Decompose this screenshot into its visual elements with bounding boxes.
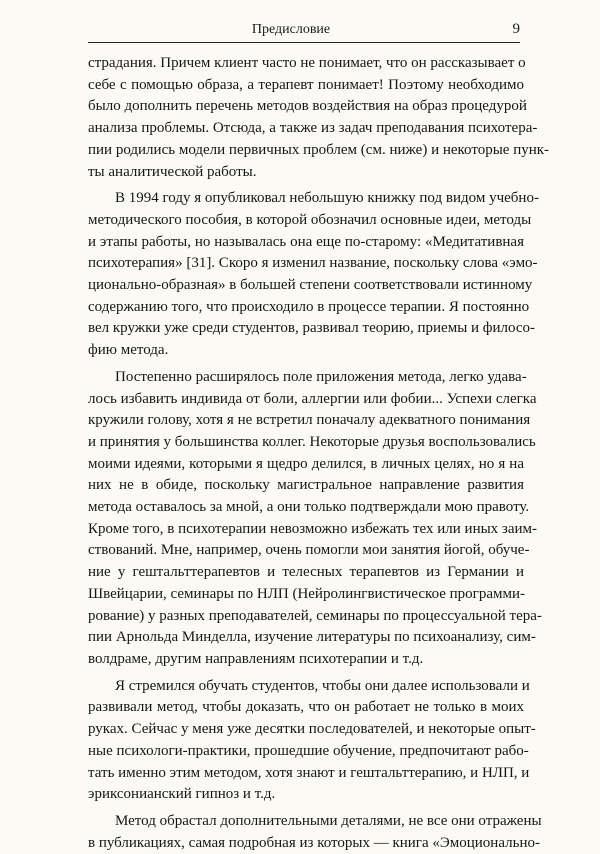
text-line: пии родились модели первичных проблем (см. ниже) и некоторые пунк-: [88, 141, 550, 158]
text-line: ствований. Мне, например, очень помогли мои занятия йогой, обуче-: [88, 542, 530, 559]
text-line: Метод обрастал дополнительными деталями, не все они отражены: [115, 812, 542, 829]
text-line: руках. Сейчас у меня уже десятки последователей, и некоторые опыт-: [88, 721, 536, 738]
header-rule: [88, 42, 520, 43]
text-line: тать именно этим методом, хотя знают и гештальттерапию, и НЛП, и: [88, 764, 530, 781]
text-line: вел кружки уже среди студентов, развивал теорию, приемы и филосо-: [88, 320, 536, 337]
text-line: развивали метод, чтобы доказать, что он работает не только в моих: [88, 699, 524, 716]
text-line: Я стремился обучать студентов, чтобы они далее использовали и: [115, 677, 530, 694]
running-head-title: Предисловие: [251, 22, 331, 37]
text-line: Швейцарии, семинары по НЛП (Нейролингвистическое программи-: [88, 585, 525, 602]
text-line: ты аналитической работы.: [88, 163, 257, 180]
text-line: методического пособия, в которой обозначил основные идеи, методы: [88, 211, 532, 228]
text-line: анализа проблемы. Отсюда, а также из задач преподавания психотера-: [88, 120, 538, 137]
text-line: и принятия у большинства коллег. Некоторые друзья воспользовались: [88, 433, 536, 450]
page-number: 9: [512, 21, 520, 37]
text-line: лось избавить индивида от боли, аллергии или фобии... Успехи слегка: [88, 390, 537, 407]
text-line: эриксонианский гипноз и т.д.: [88, 786, 276, 803]
text-line: ние у гештальттерапевтов и телесных терапевтов из Германии и: [88, 564, 524, 581]
text-line: них не в обиде, поскольку магистральное направление развития: [88, 477, 524, 494]
text-line: ные психологи-практики, прошедшие обучение, предпочитают рабо-: [88, 742, 529, 759]
text-line: ционально-образная» в большей степени соответствовали истинному: [88, 277, 533, 294]
body-text: [88, 53, 550, 854]
running-header: [62, 20, 520, 40]
text-line: фию метода.: [88, 342, 169, 359]
text-line: В 1994 году я опубликовал небольшую книжку под видом учебно-: [115, 190, 539, 207]
text-line: было дополнить перечень методов воздействия на образ процедурой: [88, 98, 527, 115]
text-line: в публикациях, самая подробная из которых — книга «Эмоционально-: [88, 834, 540, 851]
text-line: метода оставалось за мной, а они только подтверждали мою правоту.: [88, 499, 530, 516]
text-line: пии Арнольда Минделла, изучение литературы по психоанализу, сим-: [88, 629, 536, 646]
text-line: рование) у разных преподавателей, семинары по процессуальной тера-: [88, 607, 542, 624]
text-line: страдания. Причем клиент часто не понимает, что он рассказывает о: [88, 55, 526, 71]
text-line: Кроме того, в психотерапии невозможно избежать тех или иных заим-: [88, 520, 538, 537]
text-line: содержанию того, что происходило в процессе терапии. Я постоянно: [88, 298, 530, 315]
text-line: кружили голову, хотя я не встретил поначалу адекватного понимания: [88, 412, 531, 429]
text-line: волдраме, другим направлениям психотерапии и т.д.: [88, 650, 424, 667]
text-line: себе с помощью образа, а терапевт понимает! Поэтому необходимо: [88, 76, 524, 93]
text-line: Постепенно расширялось поле приложения метода, легко удава-: [115, 368, 527, 385]
text-line: и этапы работы, но называлась она еще по-старому: «Медитативная: [88, 233, 524, 250]
text-line: моими идеями, которыми я щедро делился, в личных целях, но я на: [88, 455, 524, 472]
text-line: психотерапия» [31]. Скоро я изменил название, поскольку слова «эмо-: [88, 255, 538, 272]
